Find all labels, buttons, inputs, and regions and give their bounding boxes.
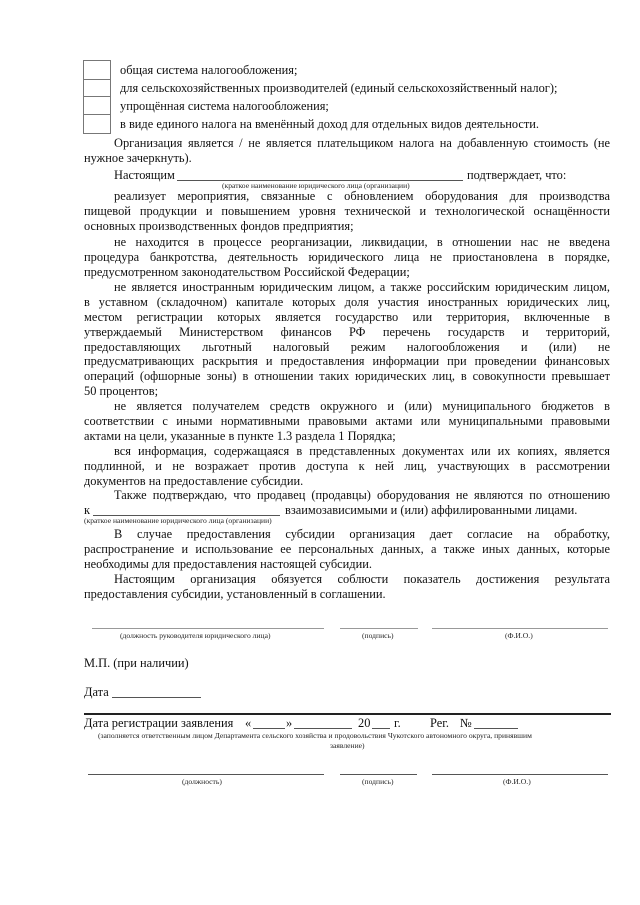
section-divider [84,713,611,715]
tax-option-checkbox-3[interactable] [83,96,111,115]
official-signature-caption: (подпись) [362,777,394,786]
paragraph-line: пищевой продукции и повышением уровня технической и технологической оснащённости [84,203,610,218]
tax-option-label-1: общая система налогообложения; [120,63,298,77]
paragraph-foreign-entity [84,280,610,399]
seller-suffix: взаимозависимыми и (или) аффилированными лицами. [285,503,578,517]
vat-statement [84,136,610,166]
head-position-field[interactable] [92,628,324,629]
paragraph-equipment [84,189,610,234]
paragraph-line: актами на цели, указанные в пункте 1.3 раздела 1 Порядка; [84,428,396,443]
confirm-prefix: Настоящим [114,168,175,182]
registration-year-field[interactable] [372,728,390,729]
registration-month-field[interactable] [294,728,352,729]
seller-organization-caption: (краткое наименование юридического лица (организации) [84,516,272,525]
paragraph-line: вся информация, содержащаяся в представленных документах или их копиях, является [114,444,610,458]
registration-year-suffix: г. [394,716,401,730]
paragraph-line: основных производственных фондов предприятия; [84,218,354,233]
registration-year-prefix: 20 [358,716,371,730]
official-signature-field[interactable] [340,774,417,775]
paragraph-line: предусмотренном законодательством Российской Федерации; [84,264,410,279]
paragraph-line: соответствии с иными нормативными правовыми актами или муниципальными правовыми [84,413,610,428]
paragraph-line: предоставляющих льготный налоговый режим налогообложения и (или) не [84,339,610,354]
official-name-field[interactable] [432,774,608,775]
paragraph-line: В случае предоставления субсидии организация дает согласие на обработку, [114,527,610,541]
registration-number-field[interactable] [474,728,518,729]
vat-line-1: Организация является / не является плательщиком налога на добавленную стоимость (не [114,136,610,150]
head-name-field[interactable] [432,628,608,629]
registration-label: Дата регистрации заявления [84,716,234,730]
registration-number-label: Рег. [430,716,450,730]
tax-option-label-3: упрощённая система налогообложения; [120,99,329,113]
paragraph-line: необходимы для предоставления настоящей субсидии. [84,556,372,571]
seller-line-1: Также подтверждаю, что продавец (продавцы) оборудования не являются по отношению [114,488,610,502]
head-signature-field[interactable] [340,628,418,629]
official-name-caption: (Ф.И.О.) [503,777,531,786]
paragraph-line: документов на предоставление субсидии. [84,473,304,488]
organization-name-caption: (краткое наименование юридического лица (организации) [222,181,410,190]
paragraph-obligation [84,572,610,602]
paragraph-budget-funds [84,399,610,444]
seller-statement [84,488,610,503]
tax-option-label-4: в виде единого налога на вменённый доход для отдельных видов деятельности. [120,117,540,131]
registration-caption-line-2: заявление) [330,741,365,750]
tax-option-label-2: для сельскохозяйственных производителей (единый сельскохозяйственный налог); [120,81,558,95]
date-label: Дата [84,685,109,699]
seller-prefix: к [84,503,91,517]
paragraph-line: операций (офшорные зоны) в отношении таких юридических лиц, в совокупности превышает [84,369,610,384]
paragraph-line: Настоящим организация обязуется соблюсти показатель достижения результата [114,572,610,586]
paragraph-line: не находится в процессе реорганизации, ликвидации, в отношении нас не введена [114,235,610,249]
paragraph-line: утверждаемый Министерством финансов РФ перечень государств и территорий, [84,324,610,339]
registration-caption-line-1: (заполняется ответственным лицом Департамента сельского хозяйства и продовольствия Чукотского автономного округа, принявшим [98,731,532,740]
paragraph-line: подлинной, и не возражает против доступа к ней лиц, участвующих в рассмотрении [84,458,610,473]
paragraph-consent [84,527,610,572]
paragraph-reorganization [84,235,610,280]
paragraph-line: не является иностранным юридическим лицом, а также российским юридическим лицом, [114,280,610,294]
tax-option-checkbox-4[interactable] [83,114,111,134]
paragraph-line: процедура банкротства, деятельность юридического лица не приостановлена в порядке, [84,249,610,264]
paragraph-line: предоставления субсидии, установленный в соглашении. [84,586,386,601]
paragraph-information [84,444,610,489]
stamp-label: М.П. (при наличии) [84,656,189,670]
paragraph-line: 50 процентов; [84,384,159,399]
paragraph-line: реализует мероприятия, связанные с обновлением оборудования для производства [114,189,610,203]
registration-open-quote: « [245,716,252,730]
head-name-caption: (Ф.И.О.) [505,631,533,640]
head-signature-caption: (подпись) [362,631,394,640]
official-position-field[interactable] [88,774,324,775]
tax-option-checkbox-2[interactable] [83,79,111,97]
confirm-suffix: подтверждает, что: [467,168,567,182]
date-field[interactable] [112,697,201,698]
paragraph-line: местом регистрации которых является государство или территория, включенные в [84,309,610,324]
paragraph-line: распространение и использование ее персональных данных, а также иных данных, которые [84,541,610,556]
registration-close-quote: » [286,716,293,730]
vat-line-2: нужное зачеркнуть). [84,150,192,165]
tax-option-checkbox-1[interactable] [83,60,111,80]
paragraph-line: не является получателем средств окружного и (или) муниципального бюджетов в [114,399,610,413]
head-position-caption: (должность руководителя юридического лица) [120,631,271,640]
paragraph-line: предусматривающих раскрытия и предоставления информации при проведении финансовых [84,354,610,369]
official-position-caption: (должность) [182,777,222,786]
registration-number-sign: № [460,716,472,730]
paragraph-line: в уставном (складочном) капитале которых доля участия иностранных юридических лиц, [84,294,610,309]
registration-day-field[interactable] [253,728,285,729]
